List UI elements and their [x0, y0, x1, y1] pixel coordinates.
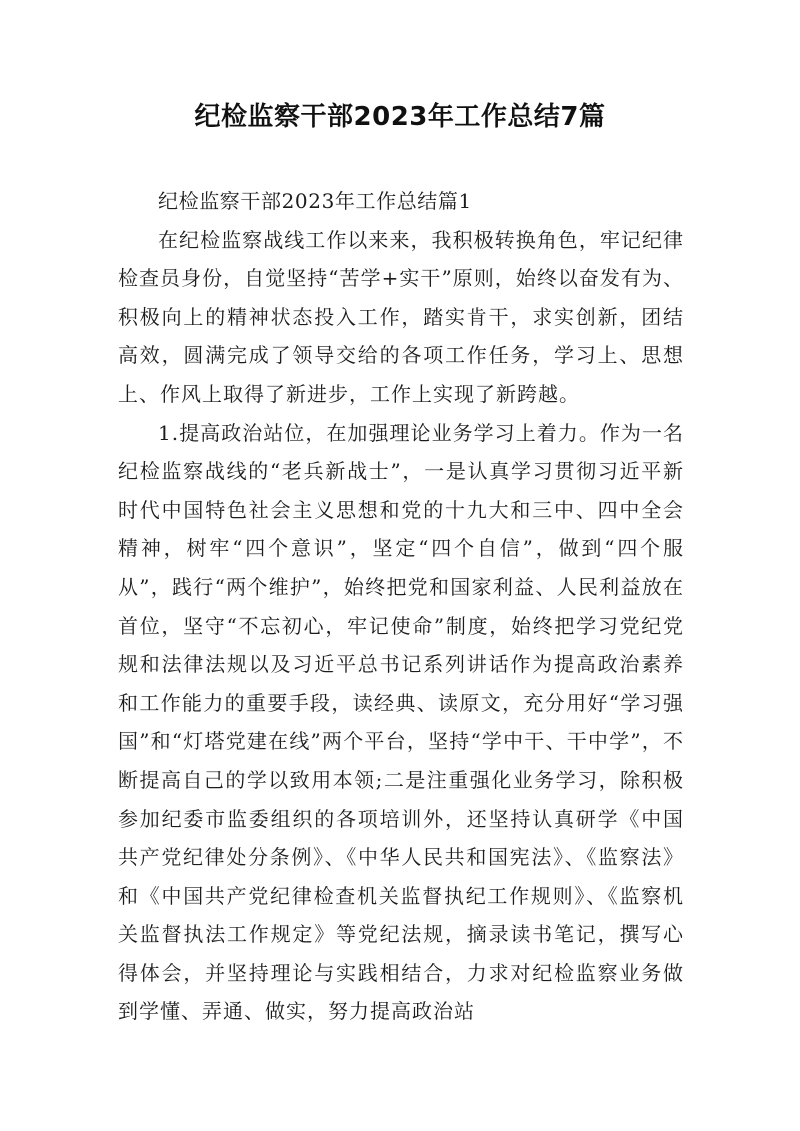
paragraph: 1.提高政治站位，在加强理论业务学习上着力。作为一名纪检监察战线的“老兵新战士”，一是认真学习贯彻习近平新时代中国特色社会主义思想和党的十九大和三中、四中全会精神，树牢“四个意识”，坚定“四个自信”，做到“四个服从”，践行“两个维护”，始终把党和国家利益、人民利益放在首位，坚守“不忘初心，牢记使命”制度，始终把学习党纪党规和法律法规以及习近平总书记系列讲话作为提高政治素养和工作能力的重要手段，读经典、读原文，充分用好“学习强国”和“灯塔党建在线”两个平台，坚持“学中干、干中学”，不断提高自己的学以致用本领;二是注重强化业务学习，除积极参加纪委市监委组织的各项培训外，还坚持认真研学《中国共产党纪律处分条例》、《中华人民共和国宪法》、《监察法》和《中国共产党纪律检查机关监督执纪工作规则》、《监察机关监督执法工作规定》等党纪法规，摘录读书笔记，撰写心得体会，并坚持理论与实践相结合，力求对纪检监察业务做到学懂、弄通、做实，努力提高政治站 — [118, 420, 684, 1024]
document-body — [118, 182, 684, 1031]
paragraph: 在纪检监察战线工作以来来，我积极转换角色，牢记纪律检查员身份，自觉坚持“苦学+实干”原则，始终以奋发有为、积极向上的精神状态投入工作，踏实肯干，求实创新，团结高效，圆满完成了领导交给的各项工作任务，学习上、思想上、作风上取得了新进步，工作上实现了新跨越。 — [118, 227, 684, 406]
document-title: 纪检监察干部2023年工作总结7篇 — [194, 102, 606, 132]
section-heading: 纪检监察干部2023年工作总结篇1 — [158, 189, 472, 213]
